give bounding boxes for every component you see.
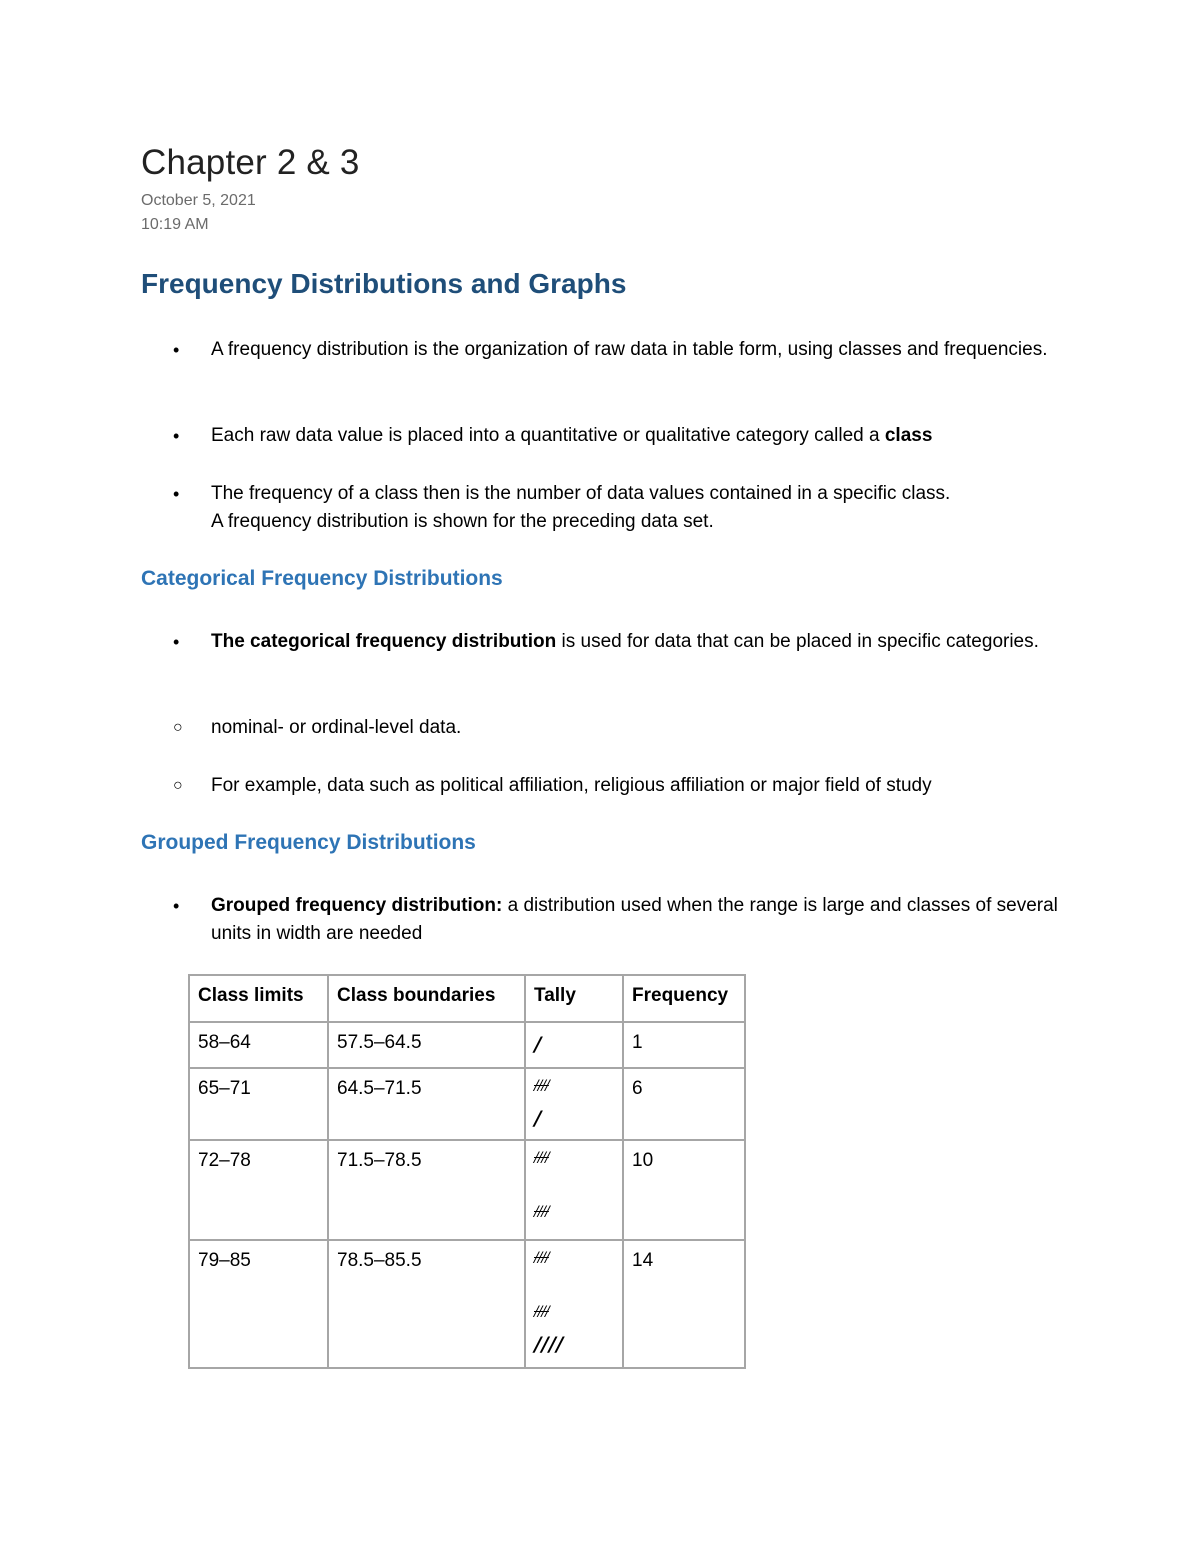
table-row (189, 1068, 745, 1140)
tally-five-mark: //// (534, 1204, 549, 1220)
page-title: Chapter 2 & 3 (141, 143, 360, 182)
grouped-rest: a distribution used when the range is large and classes of several units in width are needed (211, 895, 1058, 944)
page-date: October 5, 2021 (141, 192, 256, 209)
categorical-term: The categorical frequency distribution (211, 631, 557, 652)
cell-tally (525, 1022, 623, 1068)
bullet-text-1: A frequency distribution is the organization of raw data in table form, using classes and frequencies. (211, 339, 1048, 360)
bullet-text-2-prefix: Each raw data value is placed into a quantitative or qualitative category called a (211, 425, 885, 446)
cell-boundaries: 57.5–64.5 (328, 1022, 525, 1068)
header-class-limits: Class limits (189, 975, 328, 1022)
cell-limits: 58–64 (189, 1022, 328, 1068)
tally-five-mark: //// (534, 1078, 549, 1094)
header-class-boundaries: Class boundaries (328, 975, 525, 1022)
table-row (189, 1022, 745, 1068)
categorical-sub-2: For example, data such as political affiliation, religious affiliation or major field of study (211, 775, 932, 796)
page-time: 10:19 AM (141, 216, 209, 233)
categorical-definition (211, 628, 1071, 656)
categorical-heading: Categorical Frequency Distributions (141, 567, 503, 590)
bullet-text-3-line2: A frequency distribution is shown for the preceding data set. (211, 511, 714, 532)
grouped-heading: Grouped Frequency Distributions (141, 831, 476, 854)
cell-tally (525, 1240, 623, 1368)
cell-frequency: 14 (623, 1240, 745, 1368)
bullet-icon: • (173, 340, 180, 360)
bullet-icon: • (173, 426, 180, 446)
tally-ones: //// (534, 1332, 564, 1356)
bullet-icon: • (173, 632, 180, 652)
circle-bullet-icon: ○ (173, 777, 183, 794)
cell-boundaries: 78.5–85.5 (328, 1240, 525, 1368)
tally-five-mark: //// (534, 1150, 549, 1166)
tally-five-mark: //// (534, 1304, 549, 1320)
header-frequency: Frequency (623, 975, 745, 1022)
tally-ones: / (534, 1106, 542, 1130)
cell-frequency: 1 (623, 1022, 745, 1068)
categorical-sub-1: nominal- or ordinal-level data. (211, 717, 462, 738)
bullet-text-3-line1: The frequency of a class then is the number of data values contained in a specific class. (211, 483, 951, 504)
tally-five-mark: //// (534, 1250, 549, 1266)
table-header-row (189, 975, 745, 1022)
grouped-term: Grouped frequency distribution: (211, 895, 503, 916)
header-tally: Tally (525, 975, 623, 1022)
cell-limits: 79–85 (189, 1240, 328, 1368)
cell-tally (525, 1068, 623, 1140)
bullet-text-3 (211, 480, 1071, 536)
bullet-text-2-bold: class (884, 425, 933, 446)
bullet-icon: • (173, 896, 180, 916)
categorical-rest: is used for data that can be placed in specific categories. (556, 631, 1039, 652)
cell-boundaries: 71.5–78.5 (328, 1140, 525, 1240)
cell-limits: 65–71 (189, 1068, 328, 1140)
table-row (189, 1240, 745, 1368)
bullet-icon: • (173, 484, 180, 504)
table-row (189, 1140, 745, 1240)
grouped-definition (211, 892, 1071, 948)
circle-bullet-icon: ○ (173, 719, 183, 736)
cell-boundaries: 64.5–71.5 (328, 1068, 525, 1140)
section-heading: Frequency Distributions and Graphs (141, 268, 627, 299)
cell-tally (525, 1140, 623, 1240)
bullet-text-2 (211, 422, 1071, 450)
tally-ones: / (534, 1032, 542, 1056)
cell-limits: 72–78 (189, 1140, 328, 1240)
cell-frequency: 6 (623, 1068, 745, 1140)
frequency-table (188, 974, 746, 1369)
cell-frequency: 10 (623, 1140, 745, 1240)
